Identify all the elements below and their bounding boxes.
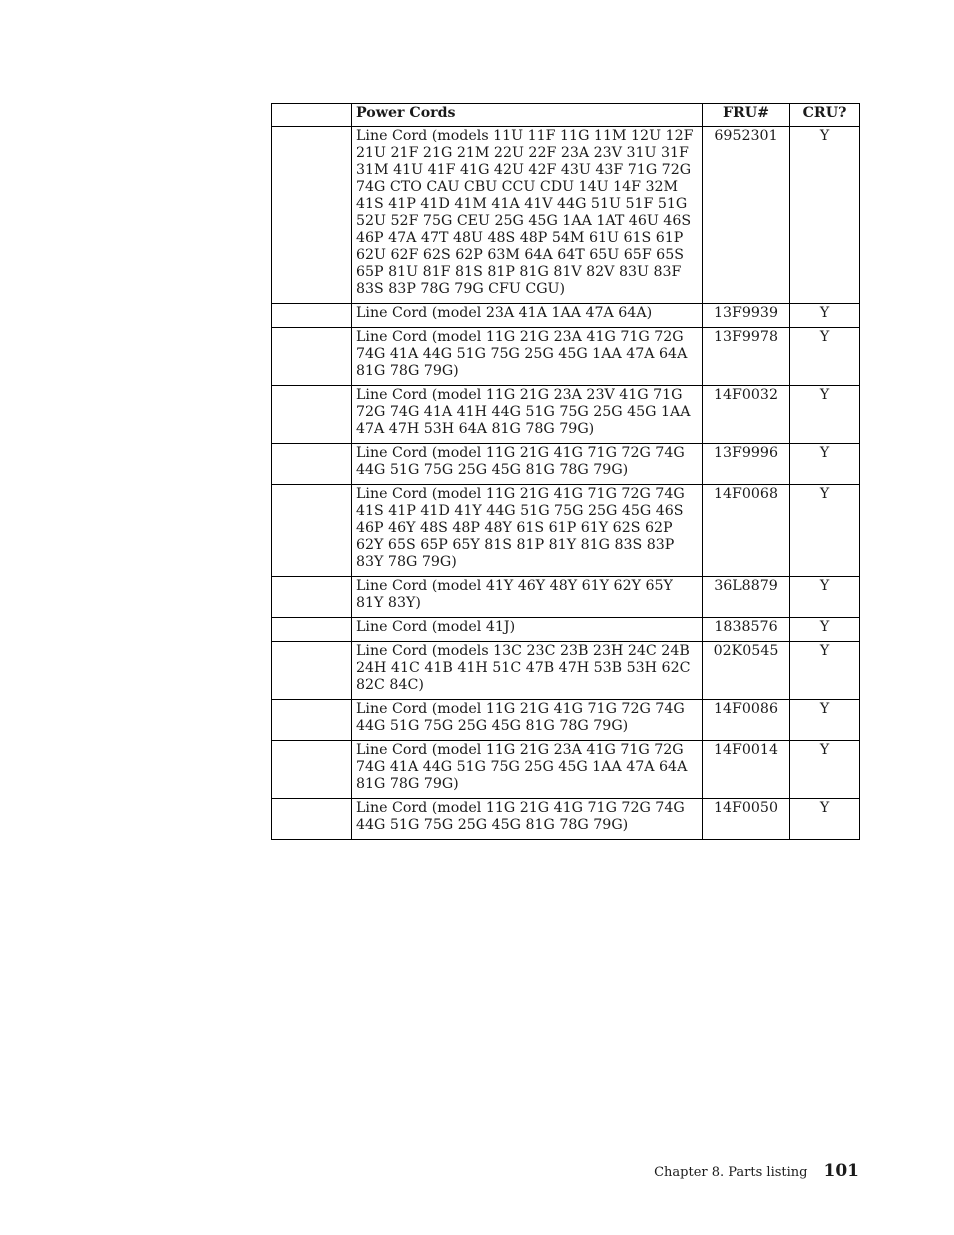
page-footer <box>654 1161 859 1181</box>
cell-fru: 1838576 <box>703 618 790 642</box>
cell-blank <box>272 485 352 577</box>
table-row <box>272 618 860 642</box>
cell-fru: 6952301 <box>703 127 790 304</box>
cell-blank <box>272 444 352 485</box>
cell-description: Line Cord (models 13C 23C 23B 23H 24C 24B 24H 41C 41B 41H 51C 47B 47H 53B 53H 62C 82C 84C) <box>352 642 703 700</box>
cell-cru: Y <box>790 386 860 444</box>
cell-description: Line Cord (models 11U 11F 11G 11M 12U 12F 21U 21F 21G 21M 22U 22F 23A 23V 31U 31F 31M 41U 41F 41G 42U 42F 43U 43F 71G 72G 74G CTO CAU CBU CCU CDU 14U 14F 32M 41S 41P 41D 41M 41A 41V 44G 51U 51F 51G 52U 52F 75G CEU 25G 45G 1AA 1AT 46U 46S 46P 47A 47T 48U 48S 48P 54M 61U 61S 61P 62U 62F 62S 62P 63M 64A 64T 65U 65F 65S 65P 81U 81F 81S 81P 81G 81V 82V 83U 83F 83S 83P 78G 79G CFU CGU) <box>352 127 703 304</box>
table-row <box>272 127 860 304</box>
cell-fru: 36L8879 <box>703 577 790 618</box>
cell-cru: Y <box>790 304 860 328</box>
cell-description: Line Cord (model 11G 21G 41G 71G 72G 74G 44G 51G 75G 25G 45G 81G 78G 79G) <box>352 799 703 840</box>
table-row <box>272 700 860 741</box>
cell-cru: Y <box>790 485 860 577</box>
cell-blank <box>272 642 352 700</box>
table-row <box>272 328 860 386</box>
table-row <box>272 642 860 700</box>
cell-fru: 02K0545 <box>703 642 790 700</box>
table-row <box>272 444 860 485</box>
cell-cru: Y <box>790 618 860 642</box>
cell-description: Line Cord (model 41Y 46Y 48Y 61Y 62Y 65Y 81Y 83Y) <box>352 577 703 618</box>
cell-cru: Y <box>790 577 860 618</box>
power-cords-table <box>271 103 860 840</box>
cell-description: Line Cord (model 11G 21G 23A 23V 41G 71G 72G 74G 41A 41H 44G 51G 75G 25G 45G 1AA 47A 47H 53H 64A 81G 78G 79G) <box>352 386 703 444</box>
header-cru: CRU? <box>790 104 860 127</box>
page-number: 101 <box>823 1161 859 1181</box>
cell-cru: Y <box>790 799 860 840</box>
cell-blank <box>272 304 352 328</box>
table-row <box>272 741 860 799</box>
cell-fru: 14F0014 <box>703 741 790 799</box>
cell-blank <box>272 127 352 304</box>
cell-cru: Y <box>790 328 860 386</box>
cell-description: Line Cord (model 11G 21G 41G 71G 72G 74G 41S 41P 41D 41Y 44G 51G 75G 25G 45G 46S 46P 46Y 48S 48P 48Y 61S 61P 61Y 62S 62P 62Y 65S 65P 65Y 81S 81P 81Y 81G 83S 83P 83Y 78G 79G) <box>352 485 703 577</box>
cell-cru: Y <box>790 700 860 741</box>
cell-fru: 14F0050 <box>703 799 790 840</box>
chapter-title: Chapter 8. Parts listing <box>654 1165 808 1180</box>
cell-cru: Y <box>790 127 860 304</box>
cell-fru: 14F0068 <box>703 485 790 577</box>
table-row <box>272 799 860 840</box>
cell-blank <box>272 618 352 642</box>
cell-description: Line Cord (model 11G 21G 41G 71G 72G 74G 44G 51G 75G 25G 45G 81G 78G 79G) <box>352 444 703 485</box>
cell-fru: 13F9939 <box>703 304 790 328</box>
table-row <box>272 386 860 444</box>
cell-description: Line Cord (model 41J) <box>352 618 703 642</box>
cell-blank <box>272 386 352 444</box>
cell-blank <box>272 799 352 840</box>
table-header-row <box>272 104 860 127</box>
table-row <box>272 485 860 577</box>
table-row <box>272 577 860 618</box>
cell-cru: Y <box>790 741 860 799</box>
header-fru: FRU# <box>703 104 790 127</box>
header-description: Power Cords <box>352 104 703 127</box>
cell-fru: 14F0032 <box>703 386 790 444</box>
table-body <box>272 127 860 840</box>
cell-description: Line Cord (model 11G 21G 23A 41G 71G 72G 74G 41A 44G 51G 75G 25G 45G 1AA 47A 64A 81G 78G 79G) <box>352 328 703 386</box>
cell-description: Line Cord (model 23A 41A 1AA 47A 64A) <box>352 304 703 328</box>
cell-fru: 13F9978 <box>703 328 790 386</box>
cell-blank <box>272 741 352 799</box>
cell-fru: 13F9996 <box>703 444 790 485</box>
table-row <box>272 304 860 328</box>
cell-blank <box>272 700 352 741</box>
header-blank <box>272 104 352 127</box>
cell-cru: Y <box>790 444 860 485</box>
cell-description: Line Cord (model 11G 21G 41G 71G 72G 74G 44G 51G 75G 25G 45G 81G 78G 79G) <box>352 700 703 741</box>
cell-blank <box>272 328 352 386</box>
cell-blank <box>272 577 352 618</box>
cell-fru: 14F0086 <box>703 700 790 741</box>
cell-description: Line Cord (model 11G 21G 23A 41G 71G 72G 74G 41A 44G 51G 75G 25G 45G 1AA 47A 64A 81G 78G 79G) <box>352 741 703 799</box>
cell-cru: Y <box>790 642 860 700</box>
